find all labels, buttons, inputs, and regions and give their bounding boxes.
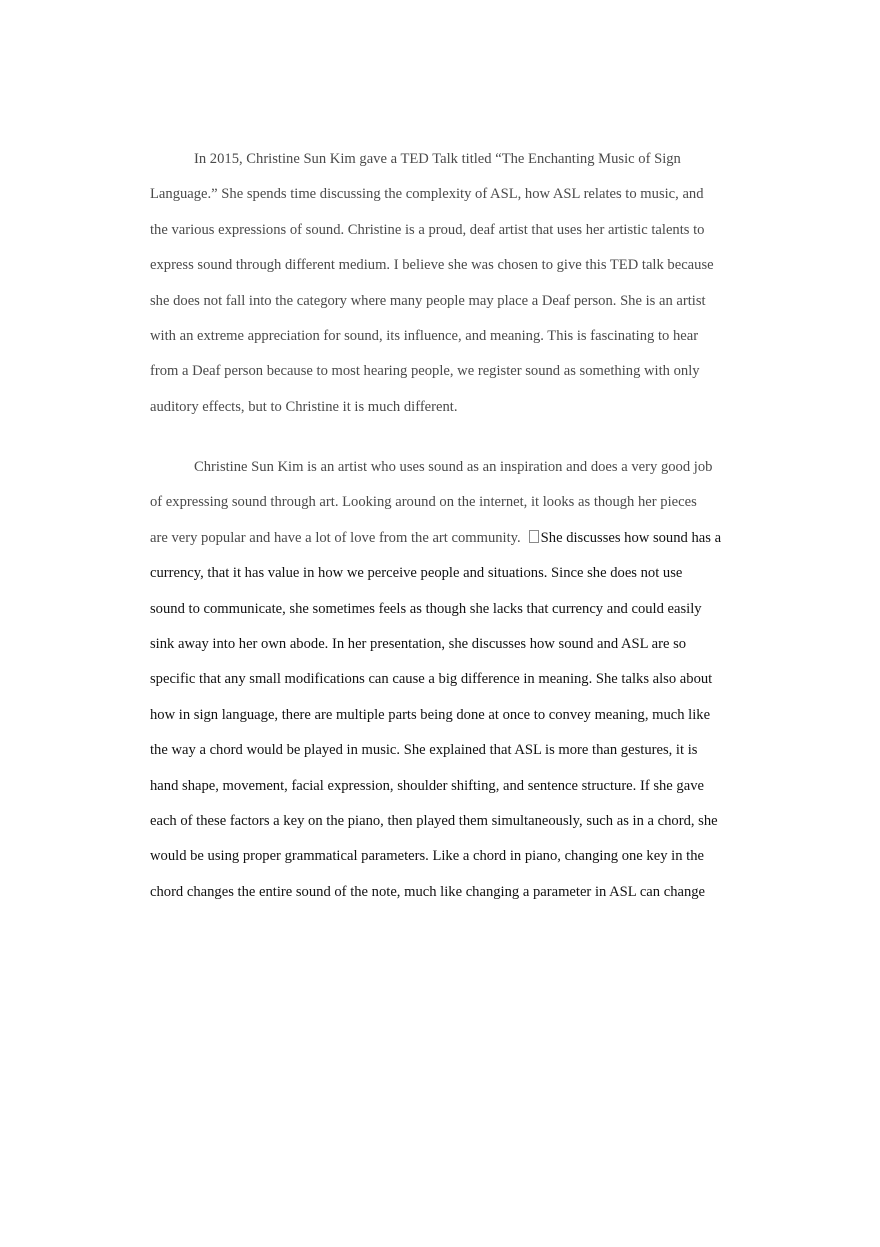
paragraph-line: sink away into her own abode. In her presentation, she discusses how sound and ASL are so [150,635,687,652]
paragraph-line: how in sign language, there are multiple parts being done at once to convey meaning, much like [150,706,711,723]
paragraph-line-segment: She discusses how sound has a [540,529,722,546]
paragraph-line: auditory effects, but to Christine it is much different. [150,398,458,415]
paragraph-line: the various expressions of sound. Christine is a proud, deaf artist that uses her artistic talents to [150,221,705,238]
missing-glyph-icon [529,530,539,543]
paragraph-line: she does not fall into the category where many people may place a Deaf person. She is an artist [150,292,706,309]
paragraph-line: Language.” She spends time discussing the complexity of ASL, how ASL relates to music, and [150,186,704,203]
paragraph-line: Christine Sun Kim is an artist who uses sound as an inspiration and does a very good job [194,459,713,475]
paragraph-line: with an extreme appreciation for sound, its influence, and meaning. This is fascinating to hear [150,327,699,344]
paragraph-line: express sound through different medium. I believe she was chosen to give this TED talk because [150,257,714,274]
paragraph-line: In 2015, Christine Sun Kim gave a TED Talk titled “The Enchanting Music of Sign [194,151,681,167]
paragraph-line: chord changes the entire sound of the note, much like changing a parameter in ASL can change [150,883,706,900]
paragraph-line: of expressing sound through art. Looking around on the internet, it looks as though her pieces [150,494,697,511]
paragraph-line: each of these factors a key on the piano, then played them simultaneously, such as in a chord, she [150,812,718,829]
paragraph-line: currency, that it has value in how we perceive people and situations. Since she does not use [150,565,683,582]
paragraph-line: hand shape, movement, facial expression, shoulder shifting, and sentence structure. If she gave [150,777,704,794]
paragraph-2 [150,450,740,910]
paragraph-1 [150,142,740,425]
paragraph-line: sound to communicate, she sometimes feels as though she lacks that currency and could easily [150,600,702,617]
paragraph-line: from a Deaf person because to most hearing people, we register sound as something with only [150,363,700,380]
paragraph-line-segment: are very popular and have a lot of love from the art community. [150,529,521,546]
paragraph-line: the way a chord would be played in music. She explained that ASL is more than gestures, it is [150,742,698,759]
paragraph-line: specific that any small modifications can cause a big difference in meaning. She talks also about [150,671,713,688]
paragraph-line-mixed [150,521,740,556]
paragraph-line: would be using proper grammatical parameters. Like a chord in piano, changing one key in the [150,848,704,865]
